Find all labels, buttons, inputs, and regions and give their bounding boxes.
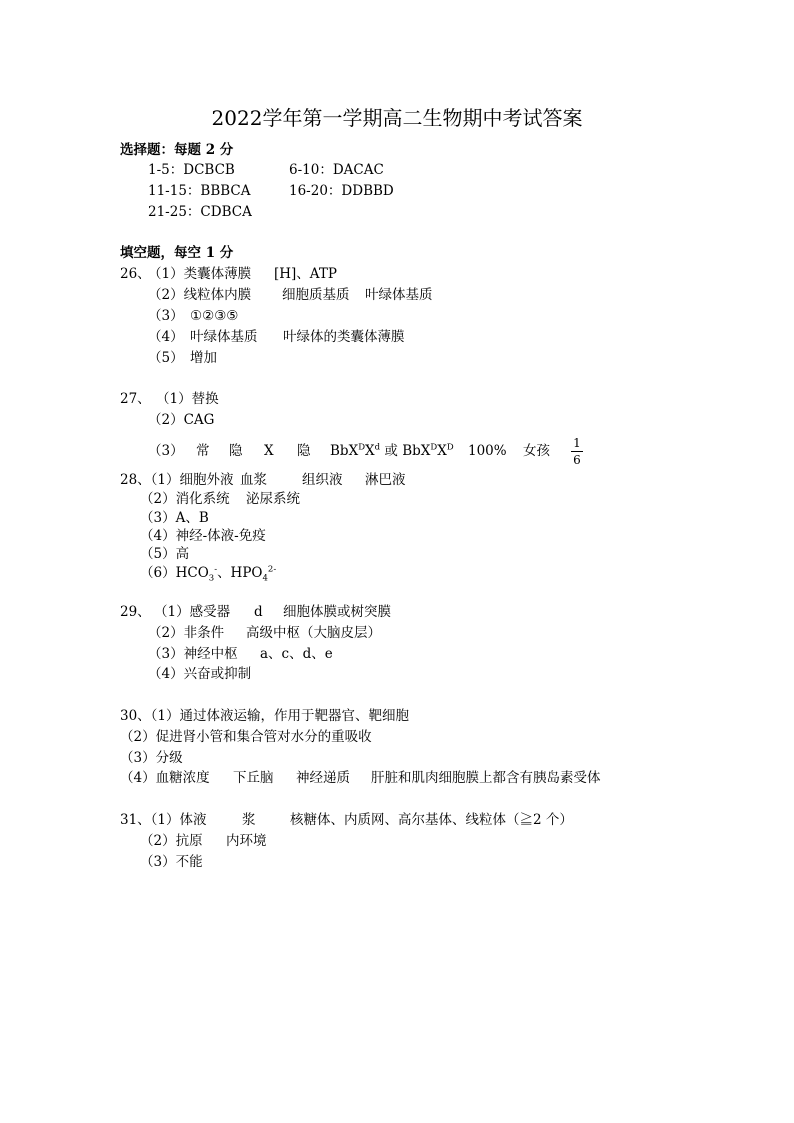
q29-answer-1a: （1）感受器 xyxy=(154,604,231,620)
formula-part: （6）HCO xyxy=(140,565,209,581)
fraction-denominator: 6 xyxy=(573,453,581,467)
q27-fraction xyxy=(571,436,583,467)
q28-answer-2a: （2）消化系统 xyxy=(140,491,230,507)
q29-answer-2b: 高级中枢（大脑皮层） xyxy=(246,625,381,641)
page-title: 2022学年第一学期高二生物期中考试答案 xyxy=(211,106,583,130)
choice-answer-11-15: 11-15：BBBCA xyxy=(148,183,251,199)
fraction-bar xyxy=(571,451,583,452)
q31-answer-2b: 内环境 xyxy=(226,833,267,849)
q26-answer-1a: （1）类囊体薄膜 xyxy=(148,266,252,282)
q29-answer-1c: 细胞体膜或树突膜 xyxy=(283,604,391,620)
q30-answer-4a: （4）血糖浓度 xyxy=(120,770,210,786)
q27-answer-3-w1: 常 xyxy=(196,443,210,459)
genotype-or: 或 xyxy=(380,443,403,459)
choice-answer-1-5: 1-5：DCBCB xyxy=(148,162,235,178)
q28-answer-6 xyxy=(140,564,277,584)
q26-answer-5b: 增加 xyxy=(190,350,217,366)
genotype-sup: d xyxy=(374,442,381,453)
q30-answer-1: 30、（1）通过体液运输，作用于靶器官、靶细胞 xyxy=(120,708,410,724)
genotype-part: X xyxy=(437,443,447,459)
q27-percent: 100% xyxy=(468,443,507,459)
q27-genotype xyxy=(330,443,454,459)
choice-answer-21-25: 21-25：CDBCA xyxy=(148,204,252,220)
q28-answer-1d: 淋巴液 xyxy=(365,472,406,488)
choice-answer-16-20: 16-20：DDBBD xyxy=(289,183,394,199)
q26-answer-4a: （4） xyxy=(148,329,184,345)
q31-answer-3: （3）不能 xyxy=(140,854,203,870)
q27-answer-3-w4: 隐 xyxy=(297,443,311,459)
q30-answer-4d: 肝脏和肌肉细胞膜上都含有胰岛素受体 xyxy=(371,770,601,786)
q29-number: 29、 xyxy=(120,604,151,620)
q28-answer-1a: 28、（1）细胞外液 xyxy=(120,472,234,488)
formula-part: 、HPO xyxy=(217,565,263,581)
q26-answer-2c: 叶绿体基质 xyxy=(365,287,433,303)
formula-sub: 3 xyxy=(208,573,215,584)
q27-answer-2: （2）CAG xyxy=(148,412,215,428)
genotype-part: BbX xyxy=(402,443,431,459)
formula-sub: 4 xyxy=(262,573,268,584)
q26-answer-2b: 细胞质基质 xyxy=(282,287,350,303)
genotype-part: X xyxy=(365,443,375,459)
q28-answer-5: （5）高 xyxy=(140,546,190,562)
q31-answer-1b: 浆 xyxy=(242,812,256,828)
q27-number: 27、 xyxy=(120,391,151,407)
q29-answer-2a: （2）非条件 xyxy=(148,625,225,641)
q26-answer-1b: [H]、ATP xyxy=(274,266,337,282)
q30-answer-3: （3）分级 xyxy=(120,750,183,766)
q28-answer-1c: 组织液 xyxy=(302,472,343,488)
genotype-sup: D xyxy=(358,442,366,453)
q29-answer-4: （4）兴奋或抑制 xyxy=(148,666,252,682)
fraction-numerator: 1 xyxy=(573,436,581,450)
q29-answer-1b: d xyxy=(254,604,263,620)
q31-answer-1c: 核糖体、内质网、高尔基体、线粒体（≧2 个） xyxy=(290,812,573,828)
genotype-sup: D xyxy=(446,442,454,453)
q31-answer-1a: 31、（1）体液 xyxy=(120,812,207,828)
fill-heading: 填空题，每空 1 分 xyxy=(120,245,234,261)
q26-answer-4c: 叶绿体的类囊体薄膜 xyxy=(283,329,405,345)
q26-answer-5a: （5） xyxy=(148,350,184,366)
genotype-sup: D xyxy=(430,442,438,453)
choice-answer-6-10: 6-10：DACAC xyxy=(289,162,384,178)
q27-answer-3-w2: 隐 xyxy=(229,443,243,459)
q26-answer-3b: ①②③⑤ xyxy=(190,308,239,324)
q31-answer-2a: （2）抗原 xyxy=(140,833,203,849)
q26-answer-3a: （3） xyxy=(148,308,184,324)
q27-answer-3-lead: （3） xyxy=(148,443,184,459)
q26-number: 26、 xyxy=(120,266,151,282)
q29-answer-3b: a、c、d、e xyxy=(260,646,333,662)
q27-girl: 女孩 xyxy=(523,443,550,459)
q29-answer-3a: （3）神经中枢 xyxy=(148,646,238,662)
q28-answer-4: （4）神经-体液-免疫 xyxy=(140,528,266,544)
formula-sup: - xyxy=(214,564,218,575)
choice-heading: 选择题：每题 2 分 xyxy=(120,142,234,158)
genotype-part: BbX xyxy=(330,443,359,459)
q26-answer-4b: 叶绿体基质 xyxy=(190,329,258,345)
q28-answer-1b: 血浆 xyxy=(240,472,267,488)
q26-answer-2a: （2）线粒体内膜 xyxy=(148,287,252,303)
q30-answer-4c: 神经递质 xyxy=(296,770,350,786)
q30-answer-2: （2）促进肾小管和集合管对水分的重吸收 xyxy=(120,729,372,745)
q27-answer-3-w3: X xyxy=(264,443,274,459)
q27-answer-1: （1）替换 xyxy=(156,391,219,407)
q28-answer-2b: 泌尿系统 xyxy=(246,491,300,507)
q28-answer-3: （3）A、B xyxy=(140,510,209,526)
q30-answer-4b: 下丘脑 xyxy=(233,770,274,786)
formula-sup: 2- xyxy=(267,564,277,575)
